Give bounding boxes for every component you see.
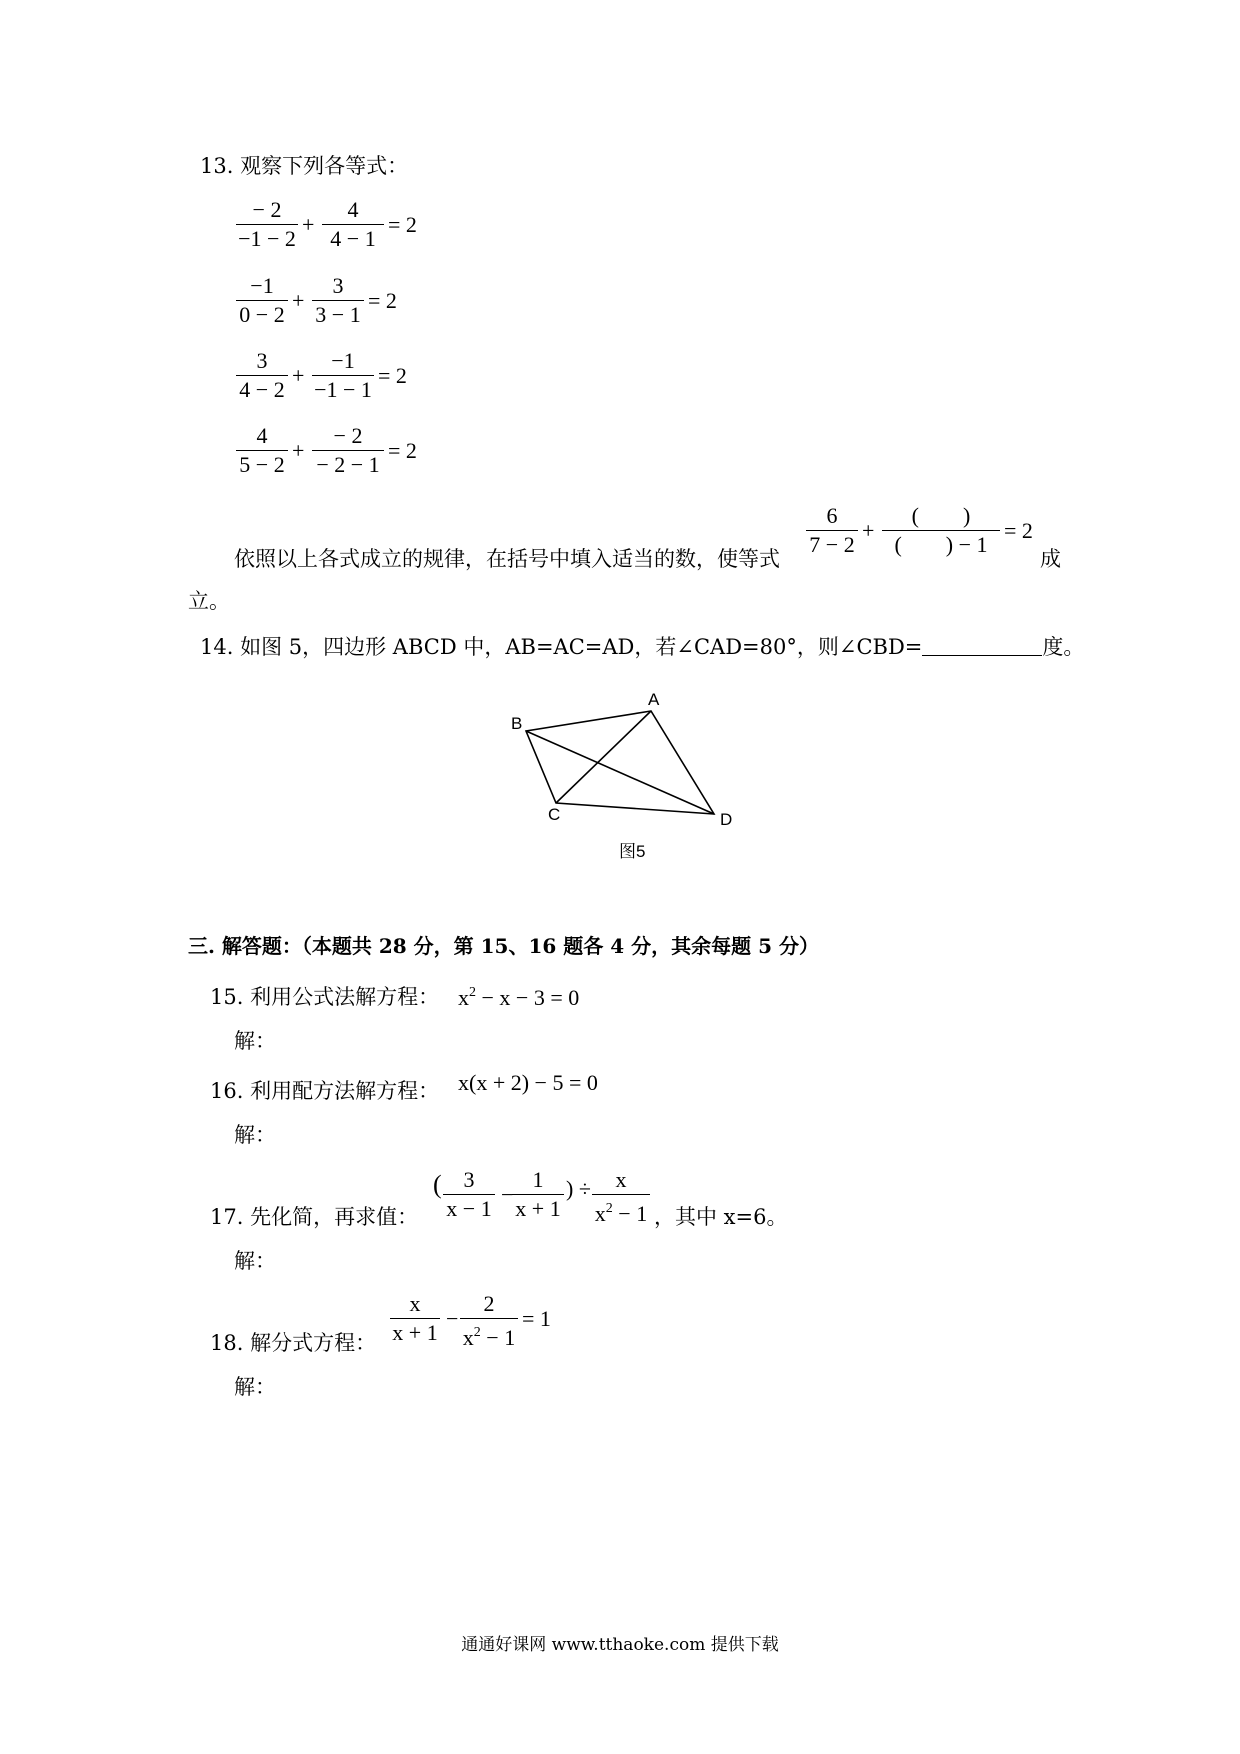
label-d: D xyxy=(720,810,733,829)
denominator: x + 1 xyxy=(392,1320,438,1345)
numerator: 2 xyxy=(460,1290,518,1319)
rhs: = 2 xyxy=(368,288,397,313)
q16-equation: x(x + 2) − 5 = 0 xyxy=(458,1070,598,1095)
numerator: − 2 xyxy=(312,422,384,451)
rhs: = 2 xyxy=(388,438,417,463)
numerator: 3 xyxy=(236,347,288,376)
q16-solution: 解： xyxy=(234,1123,276,1147)
figure-5-quadrilateral xyxy=(500,680,740,870)
q14-question xyxy=(200,634,1084,660)
numerator: −1 xyxy=(312,347,374,376)
answer-blank xyxy=(922,635,1042,656)
q14-unit: 度。 xyxy=(1042,635,1085,659)
q16-label: 16. 利用配方法解方程： xyxy=(210,1079,440,1103)
rhs: = 2 xyxy=(378,363,407,388)
plus-sign: + xyxy=(862,518,875,543)
plus-sign: + xyxy=(292,438,305,463)
numerator: 4 xyxy=(236,422,288,451)
denominator: 4 − 2 xyxy=(239,377,285,402)
denominator: 3 − 1 xyxy=(315,302,361,327)
q13-tail: 成 xyxy=(1040,547,1061,571)
denominator: x + 1 xyxy=(515,1196,561,1221)
figure-caption: 图5 xyxy=(619,842,646,861)
plus-sign: + xyxy=(292,363,305,388)
denominator: −1 − 2 xyxy=(238,226,296,251)
q17-solution: 解： xyxy=(234,1249,276,1273)
numerator-blank: ( ) xyxy=(882,502,1000,531)
numerator: x xyxy=(390,1290,440,1319)
footer: 通通好课网 www.tthaoke.com 提供下载 xyxy=(461,1635,779,1655)
numerator: 1 xyxy=(512,1166,564,1195)
plus-sign: + xyxy=(302,212,315,237)
denominator-blank: ( ) − 1 xyxy=(894,532,988,557)
rhs: = 2 xyxy=(388,212,417,237)
quadrilateral-abcd xyxy=(526,711,714,814)
plus-sign: + xyxy=(292,288,305,313)
q13-rule-text: 依照以上各式成立的规律，在括号中填入适当的数，使等式 xyxy=(234,547,780,571)
q18-label: 18. 解分式方程： xyxy=(210,1331,377,1355)
q15-solution: 解： xyxy=(234,1029,276,1053)
denominator: $x^2 - 1$ xyxy=(594,1201,648,1226)
denominator: 0 − 2 xyxy=(239,302,285,327)
q14-text: 14. 如图 5，四边形 ABCD 中，AB=AC=AD，若∠CAD=80°，则∠CBD= xyxy=(200,635,923,659)
diagonal-bd xyxy=(526,731,714,814)
diagonal-ac xyxy=(556,711,651,803)
denominator: − 2 − 1 xyxy=(316,452,380,477)
denominator: 7 − 2 xyxy=(809,532,855,557)
denominator: $x^2 - 1$ xyxy=(462,1325,516,1350)
numerator: 3 xyxy=(443,1166,495,1195)
q17-tail: ，其中 x=6。 xyxy=(654,1205,788,1229)
section-3-title: 三. 解答题：（本题共 28 分，第 15、16 题各 4 分，其余每题 5 分） xyxy=(188,934,819,958)
q15-equation: $x^2 - x - 3 = 0$ xyxy=(458,985,580,1010)
q13-tail-2: 立。 xyxy=(188,589,230,613)
rhs: = 2 xyxy=(1004,518,1033,543)
numerator: 4 xyxy=(322,196,384,225)
q17-label: 17. 先化简，再求值： xyxy=(210,1205,419,1229)
q15-label: 15. 利用公式法解方程： xyxy=(210,985,440,1009)
label-a: A xyxy=(648,690,660,709)
numerator: x xyxy=(592,1166,650,1195)
numerator: 6 xyxy=(806,502,858,531)
denominator: 5 − 2 xyxy=(239,452,285,477)
label-c: C xyxy=(548,805,561,824)
label-b: B xyxy=(511,714,523,733)
q13-intro: 13. 观察下列各等式： xyxy=(200,154,409,178)
numerator: − 2 xyxy=(236,196,298,225)
denominator: 4 − 1 xyxy=(330,226,376,251)
numerator: 3 xyxy=(312,272,364,301)
q18-solution: 解： xyxy=(234,1375,276,1399)
denominator: x − 1 xyxy=(446,1196,492,1221)
numerator: −1 xyxy=(236,272,288,301)
denominator: −1 − 1 xyxy=(314,377,372,402)
